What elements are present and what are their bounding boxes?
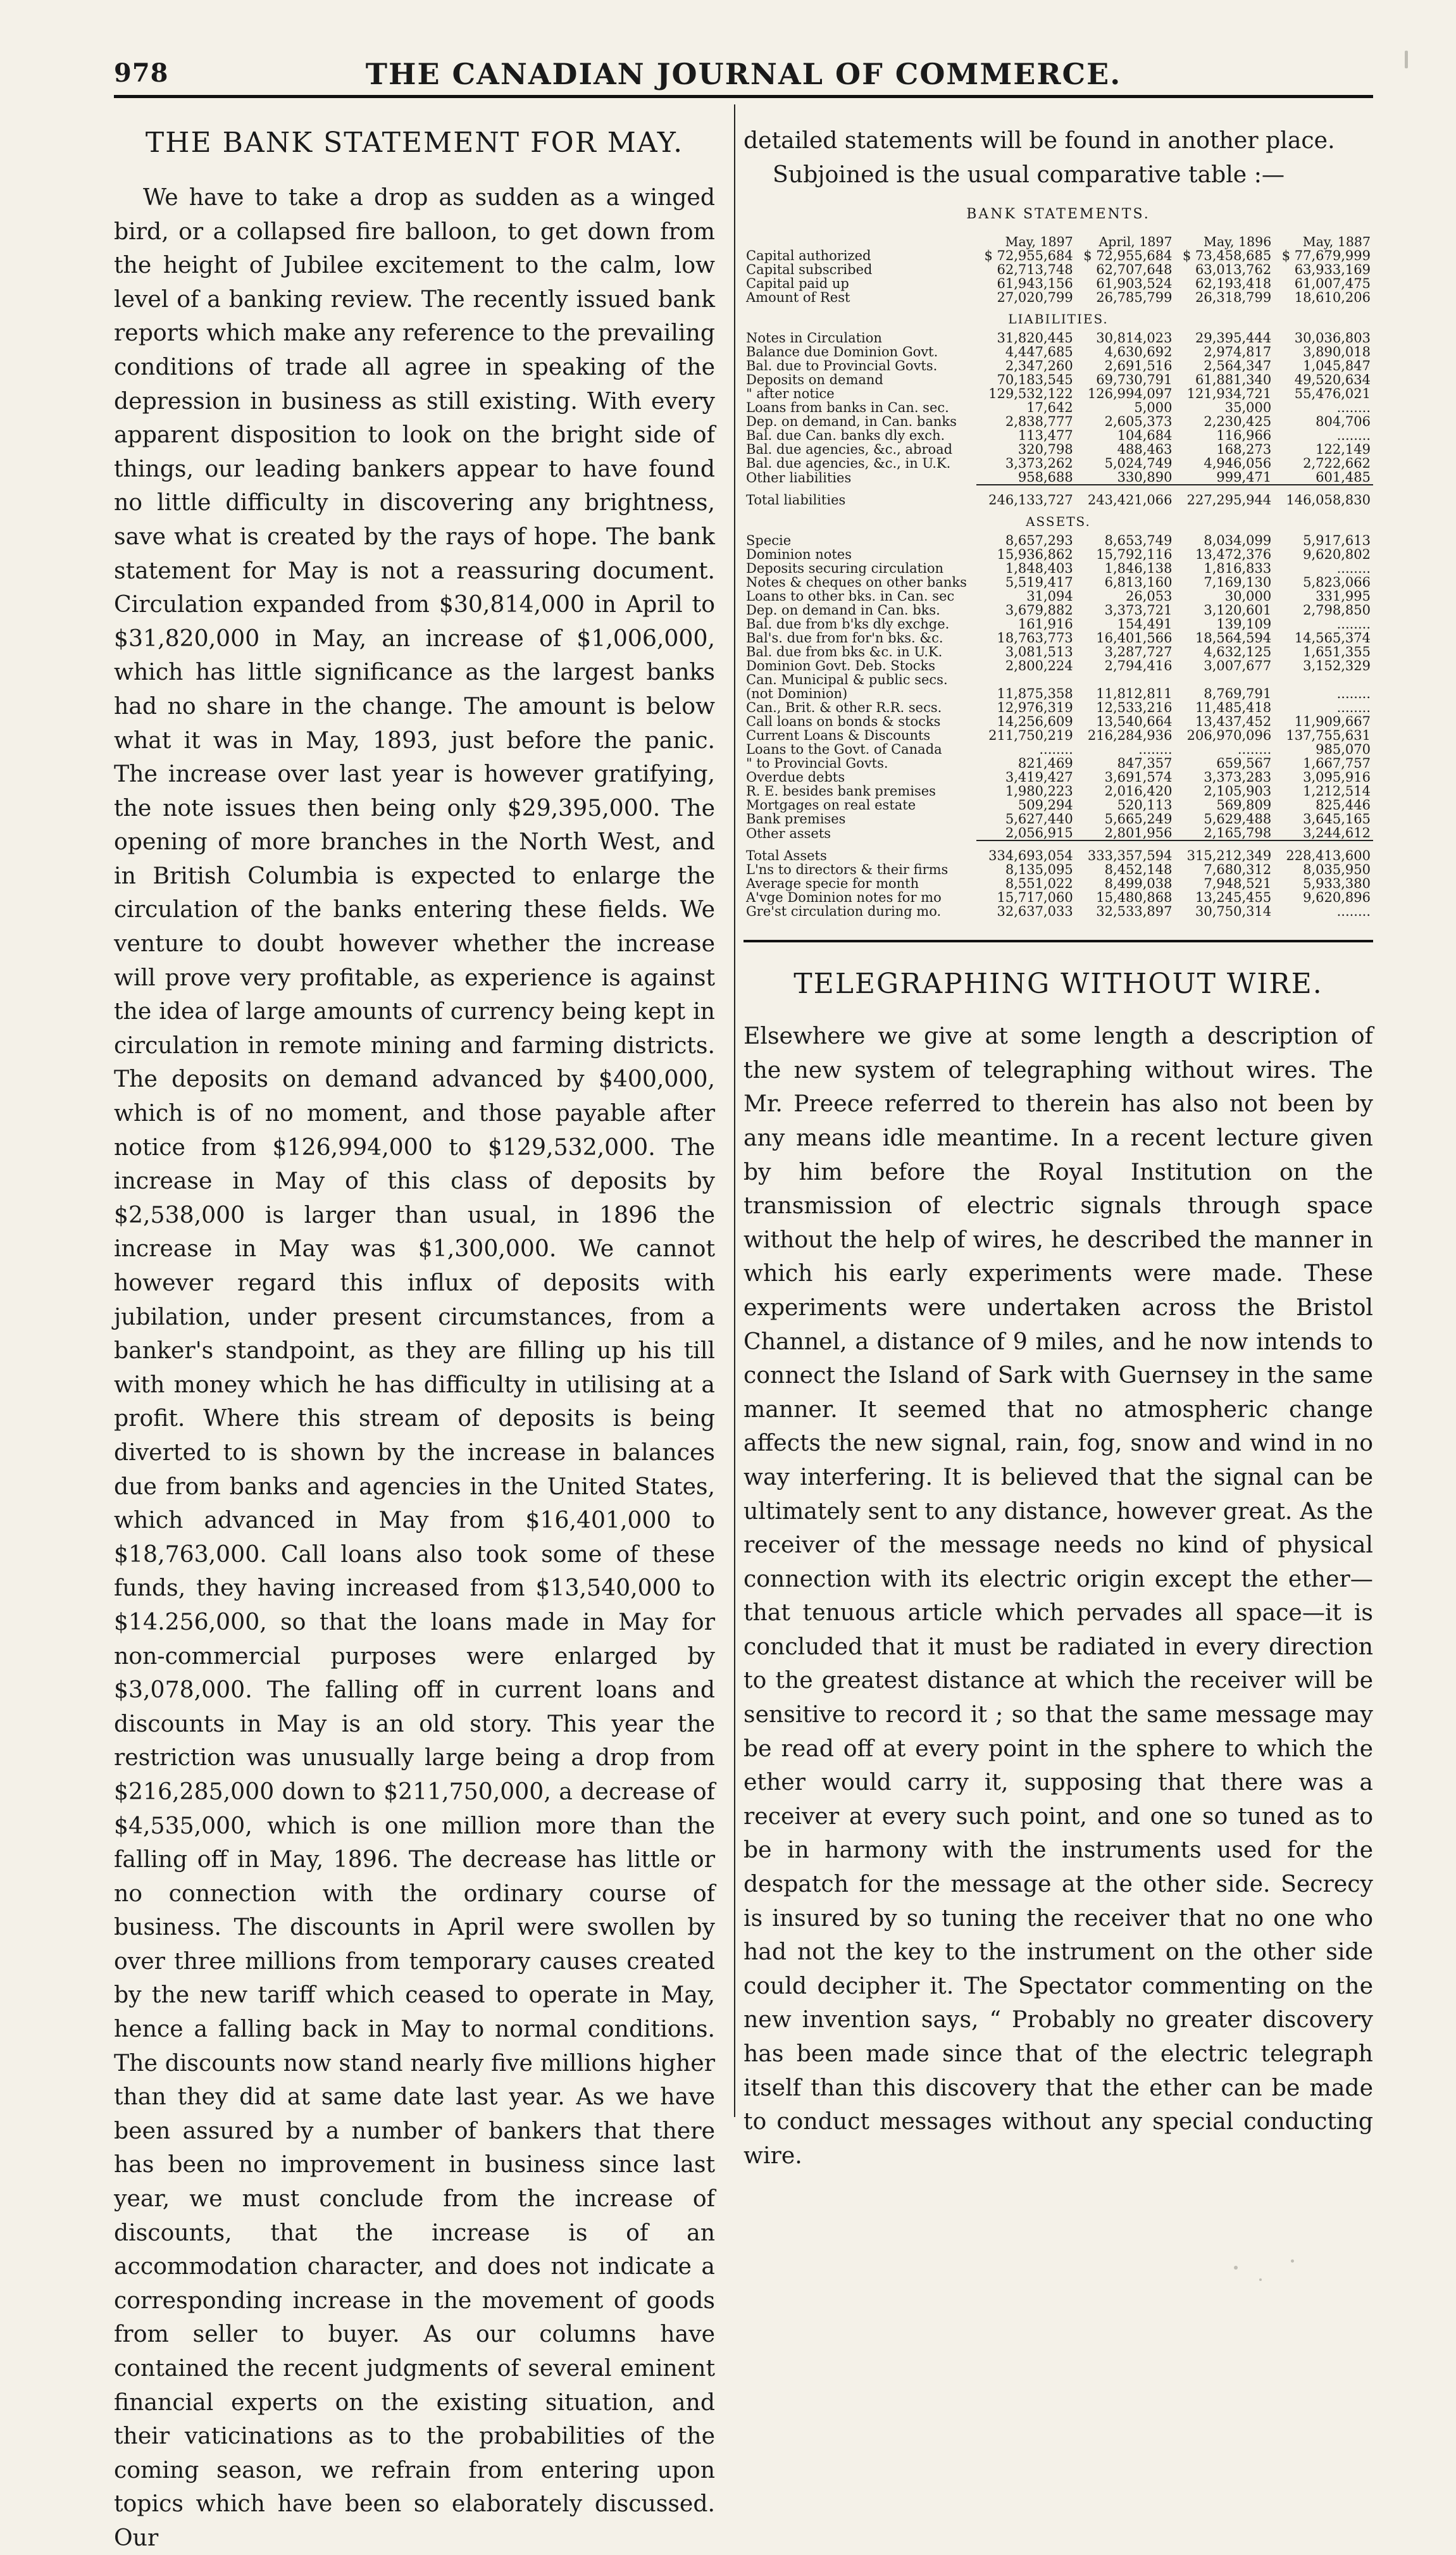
cell-value: 2,056,915 xyxy=(1005,825,1073,841)
table-row xyxy=(744,770,1373,784)
cell-value: 331,995 xyxy=(1316,589,1371,604)
cell-value: 8,035,950 xyxy=(1303,862,1371,878)
cell-value: 8,653,749 xyxy=(1104,533,1173,549)
row-label: Mortgages on real estate xyxy=(746,797,916,813)
row-label: Other assets xyxy=(746,825,831,841)
cell-value: 61,943,156 xyxy=(997,276,1073,292)
row-label: (not Dominion) xyxy=(746,686,848,702)
cell-value: 3,373,283 xyxy=(1204,770,1272,785)
column-header: May, 1887 xyxy=(1302,234,1371,250)
cell-value: 320,798 xyxy=(1017,442,1073,458)
cell-value: 17,642 xyxy=(1026,400,1073,416)
right-column xyxy=(744,123,1373,2172)
cell-value: ........ xyxy=(1336,561,1371,577)
cell-value: 3,152,329 xyxy=(1303,658,1371,674)
cell-value: 63,013,762 xyxy=(1195,262,1272,278)
cell-value: 334,693,054 xyxy=(976,840,1076,863)
cell-value: 5,629,488 xyxy=(1204,811,1272,827)
cell-value: 31,820,445 xyxy=(997,330,1073,346)
cell-value: 2,016,420 xyxy=(1104,784,1173,799)
cell-value: 1,846,138 xyxy=(1104,561,1173,577)
cell-value: 69,730,791 xyxy=(1096,372,1173,388)
cell-value: 4,630,692 xyxy=(1104,344,1173,360)
cell-value: 2,165,798 xyxy=(1204,825,1272,841)
cell-value: 26,785,799 xyxy=(1096,290,1173,306)
cell-value: 8,769,791 xyxy=(1204,686,1272,702)
row-label: R. E. besides bank premises xyxy=(746,784,936,799)
row-label: Bal. due from bks &c. in U.K. xyxy=(746,644,943,660)
row-label: Dep. on demand in Can. bks. xyxy=(746,603,940,618)
cell-value: 3,287,727 xyxy=(1104,644,1173,660)
table-row xyxy=(744,742,1373,756)
cell-value: 8,499,038 xyxy=(1104,876,1173,892)
table-row xyxy=(744,331,1373,345)
cell-value: $ 77,679,999 xyxy=(1281,248,1371,264)
cell-value: 3,419,427 xyxy=(1005,770,1073,785)
cell-value: 1,848,403 xyxy=(1005,561,1073,577)
cell-value: 13,472,376 xyxy=(1195,547,1272,563)
cell-value: 4,946,056 xyxy=(1204,456,1272,472)
row-label: Bal. due agencies, &c., in U.K. xyxy=(746,456,951,472)
cell-value: 31,094 xyxy=(1026,589,1073,604)
cell-value: 129,532,122 xyxy=(988,386,1073,402)
row-label: A'vge Dominion notes for mo xyxy=(746,890,942,906)
cell-value: 3,373,262 xyxy=(1005,456,1073,472)
capital-section xyxy=(744,249,1373,304)
row-label: Overdue debts xyxy=(746,770,845,785)
row-label: Can. Municipal & public secs. xyxy=(746,672,948,688)
cell-value: 3,120,601 xyxy=(1204,603,1272,618)
article-title-bank-statement: THE BANK STATEMENT FOR MAY. xyxy=(145,127,684,159)
cell-value: 49,520,634 xyxy=(1294,372,1371,388)
row-label: Bal. due to Provincial Govts. xyxy=(746,358,938,374)
cell-value: 958,688 xyxy=(1017,470,1073,485)
cell-value: 13,540,664 xyxy=(1096,714,1173,730)
summary-section xyxy=(744,863,1373,918)
cell-value: 333,357,594 xyxy=(1076,840,1175,863)
cell-value: ........ xyxy=(1336,904,1371,920)
table-row xyxy=(744,603,1373,617)
row-label: Bal's. due from for'n bks. &c. xyxy=(746,630,943,646)
cell-value: 18,610,206 xyxy=(1294,290,1371,306)
row-label: Dominion notes xyxy=(746,547,852,563)
cell-value: 121,934,721 xyxy=(1186,386,1272,402)
table-row xyxy=(744,547,1373,561)
section-rule xyxy=(744,940,1373,942)
cell-value: 62,707,648 xyxy=(1096,262,1173,278)
table-row xyxy=(744,826,1373,840)
cell-value: 63,933,169 xyxy=(1294,262,1371,278)
cell-value: 315,212,349 xyxy=(1175,840,1274,863)
total-assets-section xyxy=(744,840,1373,863)
table-row xyxy=(744,561,1373,575)
paper-speck xyxy=(1234,2266,1238,2270)
cell-value: 26,053 xyxy=(1126,589,1173,604)
article-body-telegraphing: Elsewhere we give at some length a description of the new system of telegraphing without wires. The Mr. Preece referred to therein has also not been by any means idle meantime. In a recent lecture given by him before the Royal Institution on the transmission of electric signals through space without the help of wires, he described the manner in which his early experiments were made. These experiments were undertaken across the Bristol Channel, a distance of 9 miles, and he now intends to connect the Island of Sark with Guernsey in the same manner. It seemed that no atmospheric change affects the new signal, rain, fog, snow and wind in no way interfering. It is believed that the signal can be ultimately sent to any distance, however great. As the receiver of the message needs no kind of physical connection with its electric origin except the ether—that tenuous article which pervades all space—it is concluded that it must be radiated in every direction to the greatest distance at which the receiver will be sensitive to record it ; so that the same message may be read off at every point in the sphere to which the ether would carry it, supposing that there was a receiver at every such point, and one so tuned as to be in harmony with the instruments used for the despatch for the message at the other side. Secrecy is insured by so tuning the receiver that no one who had not the key to the instrument on the other side could decipher it. The Spectator commenting on the new invention says, “ Probably no greater discovery has been made since that of the electric telegraph itself than this discovery that the ether can be made to conduct messages without any special conducting wire. xyxy=(744,1022,1373,2169)
cell-value: 5,933,380 xyxy=(1303,876,1371,892)
cell-value: 2,800,224 xyxy=(1005,658,1073,674)
cell-value: 15,717,060 xyxy=(997,890,1073,906)
row-label: Capital authorized xyxy=(746,248,871,264)
cell-value: 3,691,574 xyxy=(1104,770,1173,785)
table-row xyxy=(744,401,1373,415)
cell-value: 11,875,358 xyxy=(997,686,1073,702)
cell-value: 5,627,440 xyxy=(1005,811,1073,827)
row-label: Deposits securing circulation xyxy=(746,561,943,577)
cell-value: 825,446 xyxy=(1316,797,1371,813)
table-row xyxy=(744,673,1373,687)
left-column xyxy=(114,127,715,2555)
cell-value: 139,109 xyxy=(1216,616,1272,632)
row-label: Call loans on bonds & stocks xyxy=(746,714,941,730)
table-row xyxy=(744,715,1373,728)
cell-value: 9,620,802 xyxy=(1303,547,1371,563)
table-row xyxy=(744,904,1373,918)
row-label: Capital subscribed xyxy=(746,262,873,278)
table-row xyxy=(744,877,1373,890)
cell-value: 2,722,662 xyxy=(1303,456,1371,472)
cell-value: 122,149 xyxy=(1316,442,1371,458)
cell-value xyxy=(1274,673,1373,687)
cell-value: 12,533,216 xyxy=(1096,700,1173,716)
cell-value: 70,183,545 xyxy=(997,372,1073,388)
cell-value: ........ xyxy=(1336,686,1371,702)
cell-value: 104,684 xyxy=(1117,428,1173,444)
cell-value: 3,890,018 xyxy=(1303,344,1371,360)
table-row xyxy=(744,575,1373,589)
table-row xyxy=(744,701,1373,715)
cell-value: 30,000 xyxy=(1224,589,1272,604)
cell-value: 5,024,749 xyxy=(1104,456,1173,472)
cell-value: 14,565,374 xyxy=(1294,630,1371,646)
table-row xyxy=(744,617,1373,631)
table-row xyxy=(744,470,1373,485)
cell-value: 3,081,513 xyxy=(1005,644,1073,660)
cell-value: 1,667,757 xyxy=(1303,756,1371,771)
total-liabilities-section xyxy=(744,485,1373,507)
cell-value: 61,007,475 xyxy=(1294,276,1371,292)
cell-value: ........ xyxy=(1336,428,1371,444)
row-label: Can., Brit. & other R.R. secs. xyxy=(746,700,942,716)
column-divider xyxy=(734,104,735,2117)
cell-value: ........ xyxy=(1138,742,1173,758)
row-label: Average specie for month xyxy=(746,876,919,892)
row-label: Other liabilities xyxy=(746,470,852,485)
liabilities-heading: LIABILITIES. xyxy=(1008,311,1109,327)
cell-value: 520,113 xyxy=(1117,797,1173,813)
cell-value: ........ xyxy=(1039,742,1073,758)
cell-value: 4,632,125 xyxy=(1204,644,1272,660)
cell-value: 509,294 xyxy=(1017,797,1073,813)
cell-value: 8,452,148 xyxy=(1104,862,1173,878)
cell-value: 985,070 xyxy=(1316,742,1371,758)
row-label: Loans to other bks. in Can. sec xyxy=(746,589,955,604)
cell-value: 659,567 xyxy=(1216,756,1272,771)
cell-value: 1,980,223 xyxy=(1005,784,1073,799)
table-row xyxy=(744,345,1373,359)
cell-value: 7,169,130 xyxy=(1204,575,1272,590)
cell-value: 2,794,416 xyxy=(1104,658,1173,674)
cell-value: 216,284,936 xyxy=(1087,728,1173,744)
cell-value: 5,000 xyxy=(1134,400,1173,416)
cell-value: 8,551,022 xyxy=(1005,876,1073,892)
row-label: Specie xyxy=(746,533,792,549)
cell-value: 5,665,249 xyxy=(1104,811,1173,827)
cell-value: 8,135,095 xyxy=(1005,862,1073,878)
cell-value: 601,485 xyxy=(1316,470,1371,485)
cell-value: ........ xyxy=(1336,400,1371,416)
cell-value: 11,485,418 xyxy=(1195,700,1272,716)
row-label: Amount of Rest xyxy=(746,290,850,306)
cell-value: 55,476,021 xyxy=(1294,386,1371,402)
cell-value: 2,564,347 xyxy=(1204,358,1272,374)
cell-value: 847,357 xyxy=(1117,756,1173,771)
cell-value: 228,413,600 xyxy=(1274,840,1373,863)
cell-value: 3,095,916 xyxy=(1303,770,1371,785)
cell-value: 18,564,594 xyxy=(1195,630,1272,646)
table-row xyxy=(744,387,1373,401)
cell-value: 62,193,418 xyxy=(1195,276,1272,292)
cell-value: 32,637,033 xyxy=(997,904,1073,920)
cell-value: 2,105,903 xyxy=(1204,784,1272,799)
cell-value: 2,838,777 xyxy=(1005,414,1073,430)
cell-value: 330,890 xyxy=(1117,470,1173,485)
cell-value: 11,909,667 xyxy=(1294,714,1371,730)
table-row xyxy=(744,659,1373,673)
bank-statements-table xyxy=(744,235,1373,918)
cell-value: 113,477 xyxy=(1017,428,1073,444)
row-label: Loans from banks in Can. sec. xyxy=(746,400,949,416)
cell-value: 32,533,897 xyxy=(1096,904,1173,920)
table-row xyxy=(744,728,1373,742)
cell-value: 1,212,514 xyxy=(1303,784,1371,799)
cell-value: 12,976,319 xyxy=(997,700,1073,716)
cell-value: 206,970,096 xyxy=(1186,728,1272,744)
table-row xyxy=(744,359,1373,373)
cell-value: 9,620,896 xyxy=(1303,890,1371,906)
cell-value: 30,036,803 xyxy=(1294,330,1371,346)
cell-value: 11,812,811 xyxy=(1096,686,1173,702)
liabilities-section xyxy=(744,331,1373,485)
cell-value: 146,058,830 xyxy=(1274,485,1373,507)
cell-value: 61,903,524 xyxy=(1096,276,1173,292)
cell-value: 126,994,097 xyxy=(1087,386,1173,402)
cell-value: 7,948,521 xyxy=(1204,876,1272,892)
row-label: Notes in Circulation xyxy=(746,330,882,346)
cell-value: 26,318,799 xyxy=(1195,290,1272,306)
cell-value: 2,347,260 xyxy=(1005,358,1073,374)
row-label: Total liabilities xyxy=(746,492,846,508)
table-row xyxy=(744,687,1373,701)
cell-value: $ 72,955,684 xyxy=(984,248,1073,264)
cell-value xyxy=(976,673,1076,687)
cell-value: 15,792,116 xyxy=(1096,547,1173,563)
table-header-row xyxy=(744,235,1373,249)
table-row xyxy=(744,534,1373,547)
cell-value: 2,801,956 xyxy=(1104,825,1173,841)
cell-value: 1,816,833 xyxy=(1204,561,1272,577)
row-label: Deposits on demand xyxy=(746,372,883,388)
table-row xyxy=(744,290,1373,304)
cell-value: 1,045,847 xyxy=(1303,358,1371,374)
table-row xyxy=(744,277,1373,290)
row-label: Current Loans & Discounts xyxy=(746,728,931,744)
cell-value: 5,917,613 xyxy=(1303,533,1371,549)
table-row xyxy=(744,442,1373,456)
row-label: Bank premises xyxy=(746,811,846,827)
cell-value: 2,230,425 xyxy=(1204,414,1272,430)
cell-value: 569,809 xyxy=(1216,797,1272,813)
assets-section xyxy=(744,534,1373,840)
table-row xyxy=(744,812,1373,826)
row-label: Notes & cheques on other banks xyxy=(746,575,967,590)
row-label: Bal. due Can. banks dly exch. xyxy=(746,428,945,444)
cell-value: 3,007,677 xyxy=(1204,658,1272,674)
cell-value: 62,713,748 xyxy=(997,262,1073,278)
column-header: May, 1897 xyxy=(1005,234,1073,250)
cell-value: 821,469 xyxy=(1017,756,1073,771)
table-row xyxy=(744,863,1373,877)
row-label: Bal. due agencies, &c., abroad xyxy=(746,442,953,458)
row-label: L'ns to directors & their firms xyxy=(746,862,949,878)
cell-value: 3,679,882 xyxy=(1005,603,1073,618)
cell-value: 227,295,944 xyxy=(1175,485,1274,507)
table-row xyxy=(744,428,1373,442)
cell-value: 5,823,066 xyxy=(1303,575,1371,590)
cell-value: 168,273 xyxy=(1216,442,1272,458)
row-label: " to Provincial Govts. xyxy=(746,756,888,771)
row-label: Dep. on demand, in Can. banks xyxy=(746,414,957,430)
cell-value: 2,691,516 xyxy=(1104,358,1173,374)
row-label: Loans to the Govt. of Canada xyxy=(746,742,942,758)
paper-speck xyxy=(1291,2259,1294,2263)
cell-value: 61,881,340 xyxy=(1195,372,1272,388)
paper-speck xyxy=(1405,51,1408,68)
cell-value: 1,651,355 xyxy=(1303,644,1371,660)
total-row xyxy=(744,485,1373,507)
cell-value: 14,256,609 xyxy=(997,714,1073,730)
continuation-line: detailed statements will be found in another place. xyxy=(744,127,1335,154)
cell-value xyxy=(1175,673,1274,687)
table-title: BANK STATEMENTS. xyxy=(966,206,1150,223)
cell-value: 13,245,455 xyxy=(1195,890,1272,906)
cell-value: 18,763,773 xyxy=(997,630,1073,646)
cell-value: 27,020,799 xyxy=(997,290,1073,306)
article-title-telegraphing: TELEGRAPHING WITHOUT WIRE. xyxy=(793,968,1323,1001)
subjoined-line: Subjoined is the usual comparative table :— xyxy=(773,160,1285,188)
cell-value: 15,936,862 xyxy=(997,547,1073,563)
cell-value: 3,373,721 xyxy=(1104,603,1173,618)
cell-value: 8,657,293 xyxy=(1005,533,1073,549)
cell-value: 246,133,727 xyxy=(976,485,1076,507)
cell-value: 3,244,612 xyxy=(1303,825,1371,841)
table-row xyxy=(744,784,1373,798)
cell-value: 488,463 xyxy=(1117,442,1173,458)
cell-value: 8,034,099 xyxy=(1204,533,1272,549)
column-header: May, 1896 xyxy=(1203,234,1272,250)
assets-heading: ASSETS. xyxy=(1026,514,1091,530)
cell-value: 30,750,314 xyxy=(1195,904,1272,920)
cell-value: $ 72,955,684 xyxy=(1083,248,1173,264)
table-row xyxy=(744,415,1373,428)
table-row xyxy=(744,890,1373,904)
article-body-bank-statement: We have to take a drop as sudden as a winged bird, or a collapsed fire balloon, to get down from the height of Jubilee excitement to the calm, low level of a banking review. The recently issued bank reports which make any reference to the prevailing conditions of trade all agree in speaking of the depression in business as still existing. With every apparent disposition to look on the bright side of things, our leading bankers appear to have found no little difficulty in discovering any brightness, save what is created by the rays of hope. The bank statement for May is not a reassuring document. Circulation expanded from $30,814,000 in April to $31,820,000 in May, an increase of $1,006,000, which has little significance as the largest banks had no share in the change. The amount is below what it was in May, 1893, just before the panic. The increase over last year is however gratifying, the note issues then being only $29,395,000. The opening of more branches in the North West, and in British Columbia is expected to enlarge the circulation of the banks entering these fields. We venture to doubt however whether the increase will prove very profitable, as experience is against the idea of large amounts of currency being kept in circulation in remote mining and farming districts. The deposits on demand advanced by $400,000, which is of no moment, and those payable after notice from $126,994,000 to $129,532,000. The increase in May of this class of deposits by $2,538,000 is larger than usual, in 1896 the increase in May was $1,300,000. We cannot however regard this influx of deposits with jubilation, under present circumstances, from a banker's standpoint, as they are filling up his till with money which he has difficulty in utilising at a profit. Where this stream of deposits is being diverted to is shown by the increase in balances due from banks and agencies in the United States, which advanced in May from $16,401,000 to $18,763,000. Call loans also took some of these funds, they having increased from $13,540,000 to $14.256,000, so that the loans made in May for non-commercial purposes were enlarged by $3,078,000. The falling off in current loans and discounts in May is an old story. This year the restriction was unusually large being a drop from $216,285,000 down to $211,750,000, a decrease of $4,535,000, which is one million more than the falling off in May, 1896. The decrease has little or no connection with the ordinary course of business. The discounts in April were swollen by over three millions from temporary causes created by the new tariff which ceased to operate in May, hence a falling back in May to normal conditions. The discounts now stand nearly five millions higher than they did at same date last year. As we have been assured by a number of bankers that there has been no improvement in business since last year, we must conclude from the increase of discounts, that the increase is of an accommodation character, and does not indicate a corresponding increase in the movement of goods from seller to buyer. As our columns have contained the recent judgments of several eminent financial experts on the existing situation, and their vaticinations as to the probabilities of the coming season, we refrain from entering upon topics which have been so elaborately discussed. Our xyxy=(114,184,715,2551)
cell-value: 29,395,444 xyxy=(1195,330,1272,346)
cell-value: 2,974,817 xyxy=(1204,344,1272,360)
cell-value: 7,680,312 xyxy=(1204,862,1272,878)
cell-value: 161,916 xyxy=(1017,616,1073,632)
table-row xyxy=(744,373,1373,387)
cell-value: $ 73,458,685 xyxy=(1182,248,1272,264)
cell-value: ........ xyxy=(1336,700,1371,716)
cell-value: 999,471 xyxy=(1216,470,1272,485)
total-row xyxy=(744,840,1373,863)
cell-value: 137,755,631 xyxy=(1286,728,1371,744)
row-label: " after notice xyxy=(746,386,835,402)
cell-value: ........ xyxy=(1336,616,1371,632)
cell-value: 35,000 xyxy=(1224,400,1272,416)
cell-value: 4,447,685 xyxy=(1005,344,1073,360)
cell-value: 154,491 xyxy=(1117,616,1173,632)
row-label: Dominion Govt. Deb. Stocks xyxy=(746,658,936,674)
cell-value: 13,437,452 xyxy=(1195,714,1272,730)
row-label: Gre'st circulation during mo. xyxy=(746,904,942,920)
row-label: Total Assets xyxy=(746,847,827,863)
cell-value: 211,750,219 xyxy=(988,728,1073,744)
cell-value: 15,480,868 xyxy=(1096,890,1173,906)
cell-value: 3,645,165 xyxy=(1303,811,1371,827)
page-number: 978 xyxy=(114,58,169,88)
row-label: Bal. due from b'ks dly exchge. xyxy=(746,616,950,632)
table-row xyxy=(744,798,1373,812)
table-row xyxy=(744,249,1373,263)
cell-value: 804,706 xyxy=(1316,414,1371,430)
cell-value: 2,798,850 xyxy=(1303,603,1371,618)
cell-value: 16,401,566 xyxy=(1096,630,1173,646)
cell-value: 243,421,066 xyxy=(1076,485,1175,507)
table-row xyxy=(744,263,1373,277)
cell-value: 30,814,023 xyxy=(1096,330,1173,346)
table-row xyxy=(744,631,1373,645)
cell-value: 5,519,417 xyxy=(1005,575,1073,590)
row-label: Balance due Dominion Govt. xyxy=(746,344,938,360)
cell-value xyxy=(1076,673,1175,687)
row-label: Capital paid up xyxy=(746,276,849,292)
page-header xyxy=(114,58,1373,96)
journal-title: THE CANADIAN JOURNAL OF COMMERCE. xyxy=(365,57,1122,91)
paper-speck xyxy=(1259,2278,1262,2281)
cell-value: ........ xyxy=(1237,742,1272,758)
table-row xyxy=(744,756,1373,770)
cell-value: 2,605,373 xyxy=(1104,414,1173,430)
column-header: April, 1897 xyxy=(1098,234,1173,250)
table-row xyxy=(744,589,1373,603)
cell-value: 116,966 xyxy=(1216,428,1272,444)
table-row xyxy=(744,645,1373,659)
table-row xyxy=(744,456,1373,470)
header-rule xyxy=(114,95,1373,98)
cell-value: 6,813,160 xyxy=(1104,575,1173,590)
